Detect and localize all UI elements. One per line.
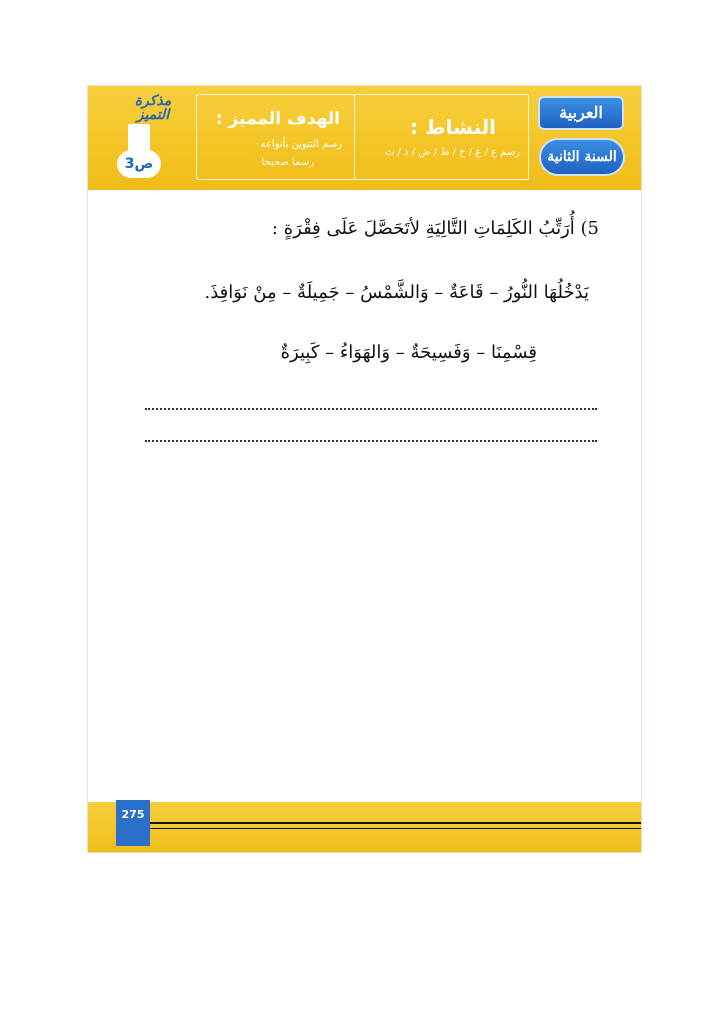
activity-box <box>354 94 529 180</box>
answer-line-1[interactable] <box>145 408 597 410</box>
page-number: 275 <box>116 800 150 846</box>
answer-line-2[interactable] <box>145 440 597 442</box>
word-list-line-1: يَدْخُلُهَا النُّورُ – قَاعَةٌ – وَالشَّمْسُ – جَمِيلَةٌ – مِنْ نَوَافِذَ. <box>204 282 589 303</box>
worksheet-page <box>88 86 641 852</box>
logo-text: مذكرة التميز <box>134 93 172 123</box>
logo <box>88 86 184 190</box>
word-list-line-2: قِسْمِنَا – وَفَسِيحَةٌ – وَالهَوَاءُ – كَبِيرَةٌ <box>280 342 537 363</box>
goal-title: الهدف المميز : <box>215 109 340 129</box>
activity-title: النشاط : <box>409 115 496 139</box>
activity-line: رسم ع / غ / خ / ظ / ض / ذ / ث <box>385 147 520 158</box>
header-band <box>88 86 641 190</box>
goal-line-1: رسم التنوين بأنواعه <box>260 139 342 150</box>
subject-badge: العربية <box>538 96 624 130</box>
logo-code: 3ص <box>117 150 161 178</box>
footer-rule-thin <box>116 828 641 829</box>
footer-rule <box>116 822 641 824</box>
year-badge: السنة الثانية <box>539 138 625 176</box>
footer-band <box>88 802 641 852</box>
goal-line-2: رسما صحيحا <box>261 157 314 168</box>
goal-box <box>196 94 355 180</box>
exercise-instruction: 5) أُرَتِّبُ الكَلِمَاتِ التَّالِيَةِ لأتَحَصَّلَ عَلَى فِقْرَةٍ : <box>271 218 599 239</box>
